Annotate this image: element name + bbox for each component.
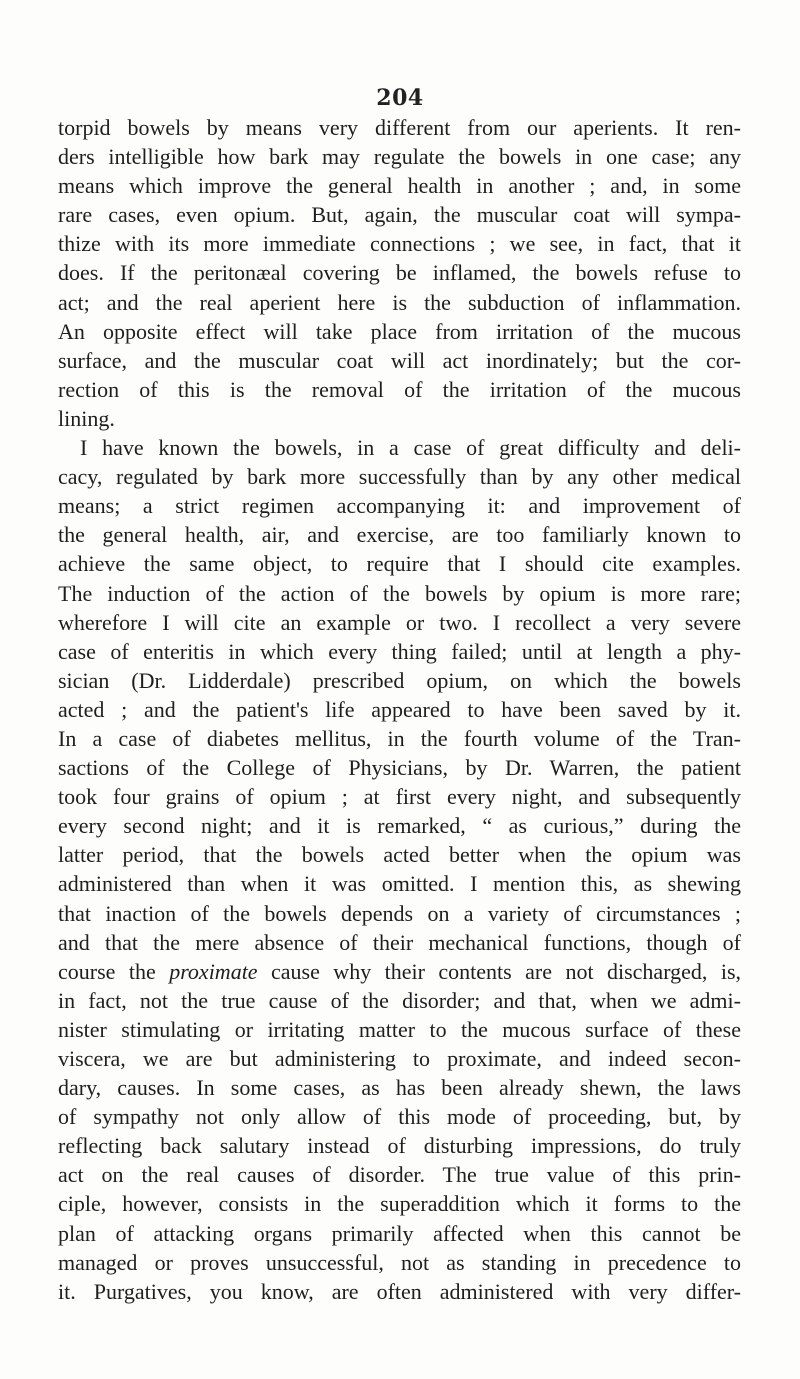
text-line: it. Purgatives, you know, are often administered with very differ- [58, 1278, 741, 1304]
text-line: lining. [58, 405, 115, 431]
text-line: An opposite effect will take place from irritation of the mucous [58, 318, 741, 344]
text-line: in fact, not the true cause of the disorder; and that, when we admi- [58, 987, 741, 1013]
text-line: acted ; and the patient's life appeared to have been saved by it. [58, 696, 741, 722]
text-line: means; a strict regimen accompanying it: and improvement of [58, 493, 741, 519]
text-line: The induction of the action of the bowels by opium is more rare; [58, 580, 741, 606]
text-line: administered than when it was omitted. I mention this, as shewing [58, 871, 741, 897]
text-line: In a case of diabetes mellitus, in the fourth volume of the Tran- [58, 725, 741, 751]
text-line: I have known the bowels, in a case of great difficulty and deli- [80, 435, 741, 461]
text-line: plan of attacking organs primarily affected when this cannot be [58, 1220, 741, 1246]
text-line: every second night; and it is remarked, “ as curious,” during the [58, 813, 741, 839]
text-line: latter period, that the bowels acted better when the opium was [58, 842, 741, 868]
text-line: means which improve the general health in another ; and, in some [58, 173, 741, 199]
text-line: wherefore I will cite an example or two. I recollect a very severe [58, 609, 741, 635]
paragraph-1 [58, 113, 741, 433]
text-line: took four grains of opium ; at first every night, and subsequently [58, 784, 741, 810]
text-line: nister stimulating or irritating matter to the mucous surface of these [58, 1016, 741, 1042]
text-line: viscera, we are but administering to proximate, and indeed secon- [58, 1046, 741, 1071]
text-line: sician (Dr. Lidderdale) prescribed opium, on which the bowels [58, 667, 741, 693]
text-line: managed or proves unsuccessful, not as standing in precedence to [58, 1249, 741, 1275]
text-line: reflecting back salutary instead of disturbing impressions, do truly [58, 1133, 741, 1159]
body-text [58, 113, 741, 1306]
text-line: surface, and the muscular coat will act inordinately; but the cor- [58, 347, 741, 373]
text-line: rare cases, even opium. But, again, the muscular coat will sympa- [58, 202, 741, 228]
text-line: that inaction of the bowels depends on a variety of circumstances ; [58, 900, 741, 926]
page-number: 204 [376, 85, 424, 111]
text-line: act; and the real aperient here is the subduction of inflammation. [58, 289, 741, 315]
text-line: and that the mere absence of their mechanical functions, though of [58, 929, 741, 955]
text-line: the general health, air, and exercise, are too familiarly known to [58, 522, 741, 548]
text-line: thize with its more immediate connections ; we see, in fact, that it [58, 231, 741, 257]
paragraph-2 [58, 433, 741, 1306]
text-line: of sympathy not only allow of this mode of proceeding, but, by [58, 1104, 741, 1130]
text-line: torpid bowels by means very different from our aperients. It ren- [58, 115, 741, 140]
text-line-with-italic: course the proximate cause why their contents are not discharged, is, [58, 958, 742, 984]
text-line: cacy, regulated by bark more successfully than by any other medical [58, 464, 741, 490]
text-line: ders intelligible how bark may regulate the bowels in one case; any [58, 144, 741, 170]
text-line: achieve the same object, to require that I should cite examples. [58, 551, 741, 577]
text-line: sactions of the College of Physicians, by Dr. Warren, the patient [58, 755, 741, 781]
text-line: ciple, however, consists in the superaddition which it forms to the [58, 1191, 741, 1217]
text-line: does. If the peritonæal covering be inflamed, the bowels refuse to [58, 260, 741, 286]
text-line: rection of this is the removal of the irritation of the mucous [58, 376, 741, 402]
italic-emphasis: proximate [169, 958, 258, 984]
text-line: dary, causes. In some cases, as has been already shewn, the laws [58, 1075, 741, 1101]
text-line: case of enteritis in which every thing failed; until at length a phy- [58, 638, 741, 664]
text-line: act on the real causes of disorder. The true value of this prin- [58, 1162, 741, 1188]
